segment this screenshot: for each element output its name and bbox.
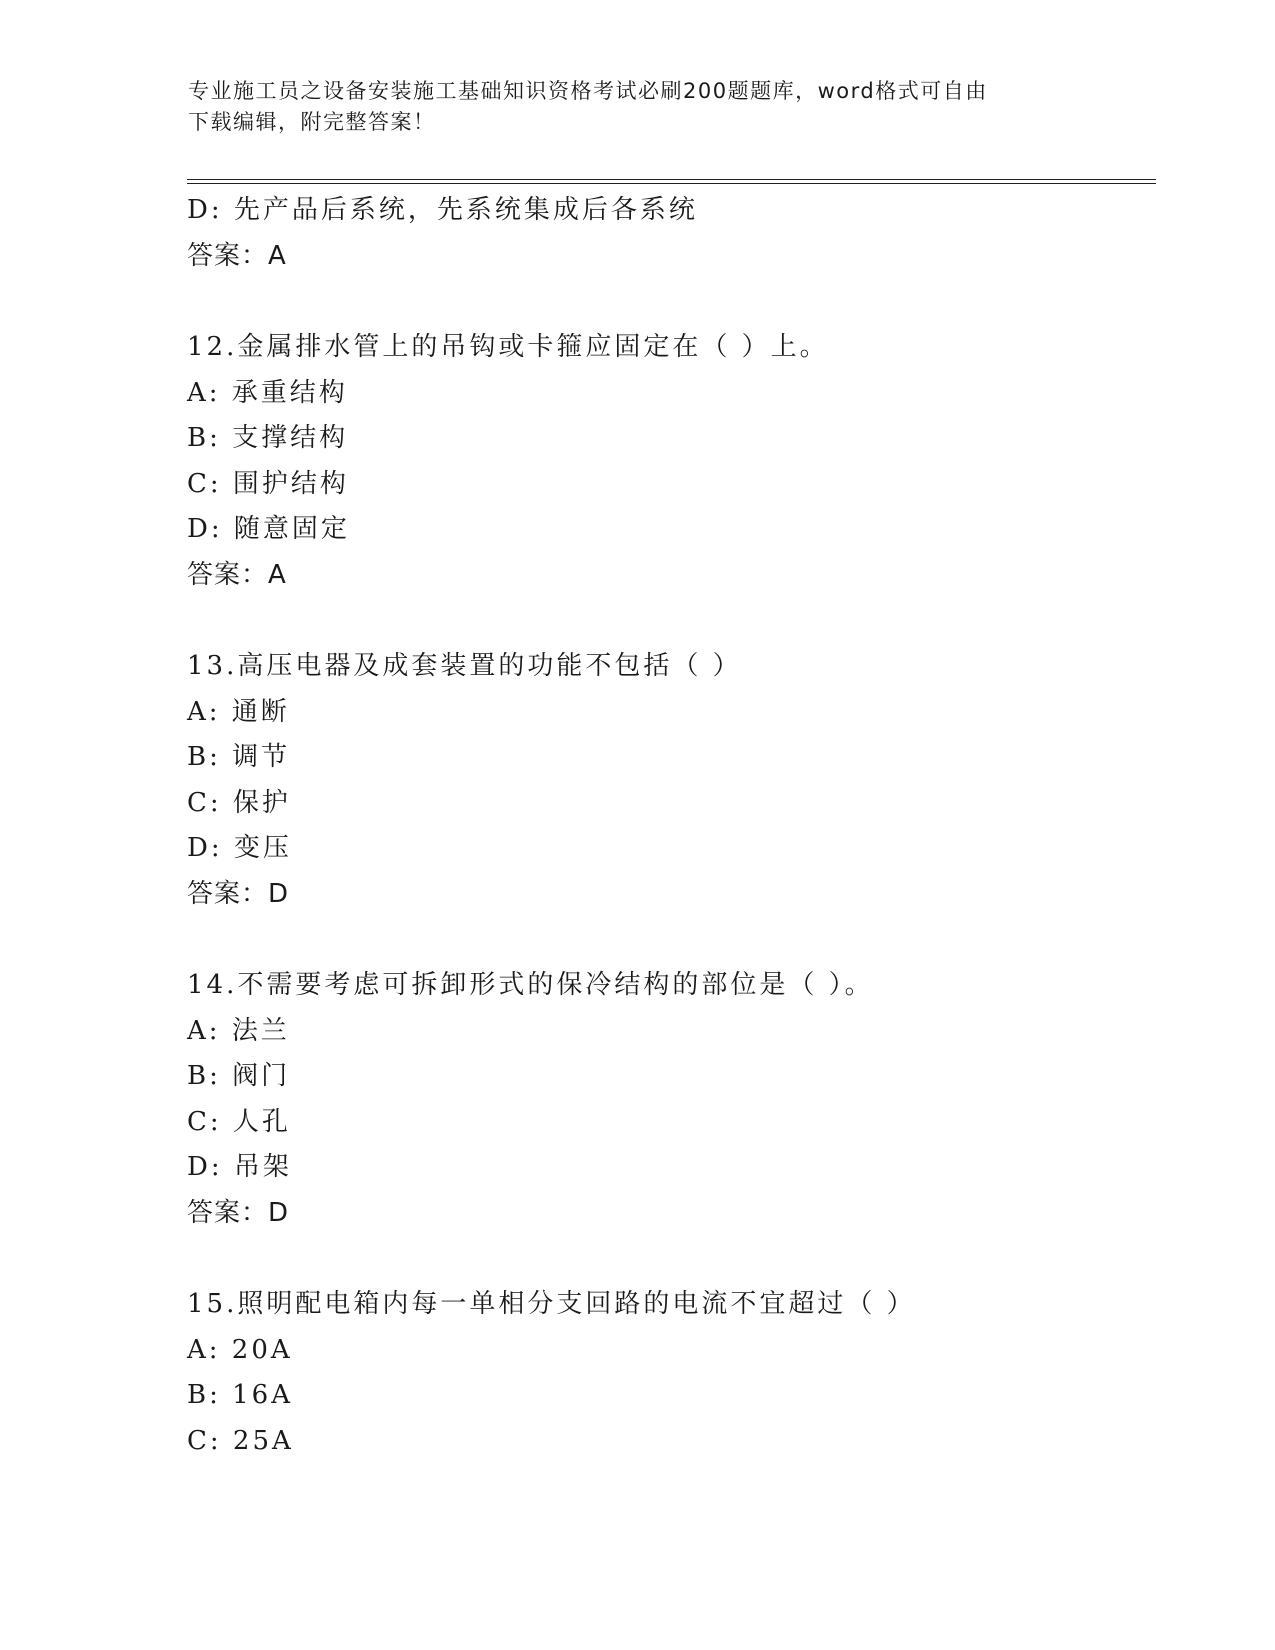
option-d: D: 随意固定: [187, 514, 350, 544]
header-line-2: 下载编辑，附完整答案！: [188, 110, 436, 134]
question-14: [187, 963, 1147, 1236]
question-list: [187, 188, 1147, 1464]
option-d: D: 吊架: [187, 1152, 292, 1182]
question-stem: 14.不需要考虑可拆卸形式的保冷结构的部位是（ ）。: [187, 970, 874, 1000]
question-stem: 12.金属排水管上的吊钩或卡箍应固定在（ ）上。: [187, 332, 829, 362]
header-divider-bottom: [187, 183, 1156, 184]
option-a: A: 法兰: [187, 1015, 290, 1046]
header-divider-top: [187, 179, 1156, 180]
question-11-continued: [187, 188, 1147, 279]
spacer: [187, 917, 1147, 963]
spacer: [187, 1236, 1147, 1282]
answer: 答案：D: [187, 1197, 290, 1228]
question-15: [187, 1282, 1147, 1464]
option-b: B: 支撑结构: [187, 423, 349, 453]
option-a: A: 承重结构: [187, 377, 348, 408]
question-13: [187, 644, 1147, 917]
answer: 答案：D: [187, 878, 290, 909]
question-stem: 13.高压电器及成套装置的功能不包括（ ）: [187, 651, 742, 681]
option-c: C: 保护: [187, 787, 291, 818]
option-c: C: 人孔: [187, 1106, 291, 1137]
option-d: D: 变压: [187, 833, 292, 863]
answer: 答案：A: [187, 240, 287, 271]
question-stem: 15.照明配电箱内每一单相分支回路的电流不宜超过（ ）: [187, 1289, 916, 1319]
option-c: C: 围护结构: [187, 468, 349, 499]
option-d: D: 先产品后系统，先系统集成后各系统: [187, 195, 698, 225]
option-a: A: 20A: [187, 1334, 293, 1365]
spacer: [187, 598, 1147, 644]
document-header: [188, 76, 1068, 138]
header-line-1: 专业施工员之设备安装施工基础知识资格考试必刷200题题库，word格式可自由: [188, 79, 988, 103]
option-c: C: 25A: [187, 1425, 294, 1456]
option-b: B: 调节: [187, 742, 291, 772]
question-12: [187, 325, 1147, 598]
spacer: [187, 279, 1147, 325]
option-b: B: 16A: [187, 1380, 293, 1410]
answer: 答案：A: [187, 559, 287, 590]
option-b: B: 阀门: [187, 1061, 291, 1091]
option-a: A: 通断: [187, 696, 290, 727]
